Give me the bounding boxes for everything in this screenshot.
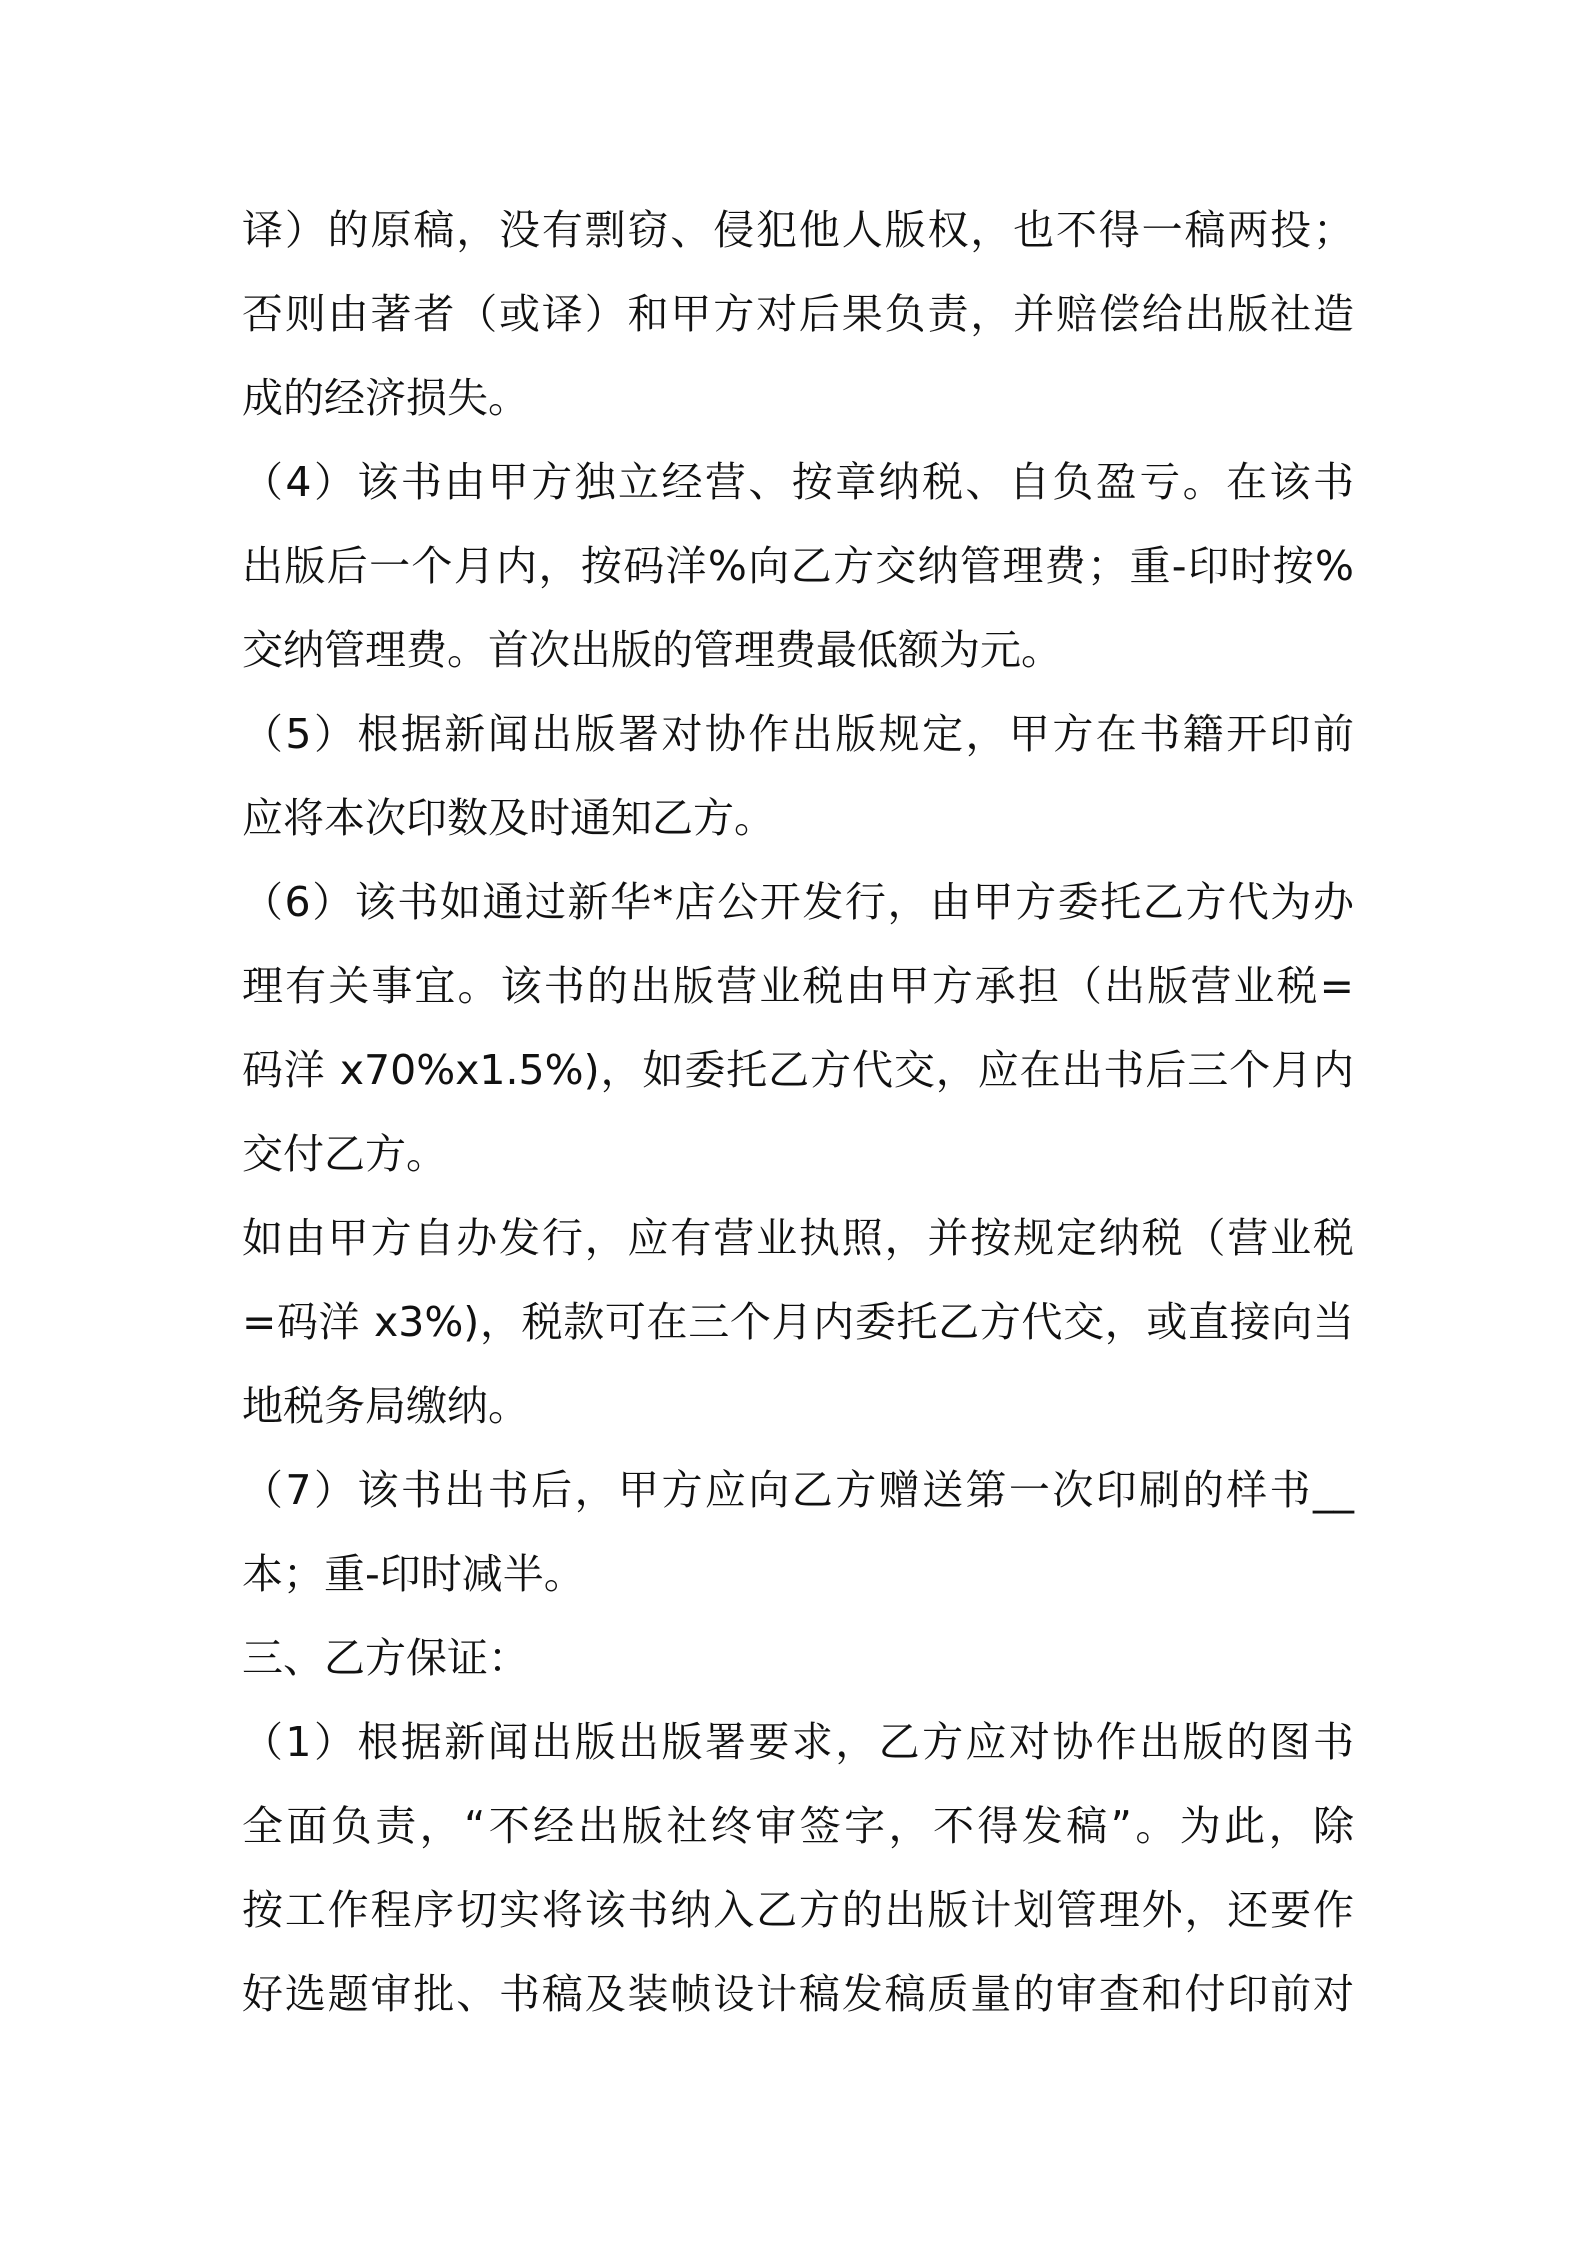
text-line: 否则由著者（或译）和甲方对后果负责，并赔偿给出版社造 — [242, 290, 1354, 338]
text-line: 出版后一个月内，按码洋%向乙方交纳管理费；重-印时按% — [242, 542, 1354, 590]
text-line: 译）的原稿，没有剽窃、侵犯他人版权，也不得一稿两投； — [242, 206, 1354, 254]
text-line: 交纳管理费。首次出版的管理费最低额为元。 — [242, 626, 1062, 674]
document-body — [242, 188, 1354, 2036]
text-line: 按工作程序切实将该书纳入乙方的出版计划管理外，还要作 — [242, 1886, 1354, 1934]
text-line: 码洋 x70%x1.5%)，如委托乙方代交，应在出书后三个月内 — [242, 1046, 1354, 1094]
text-line: 理有关事宜。该书的出版营业税由甲方承担（出版营业税= — [242, 962, 1354, 1010]
text-line: 应将本次印数及时通知乙方。 — [242, 794, 775, 842]
text-line: 本；重-印时减半。 — [242, 1550, 585, 1598]
text-line: 成的经济损失。 — [242, 374, 529, 422]
text-line: 如由甲方自办发行，应有营业执照，并按规定纳税（营业税 — [242, 1214, 1354, 1262]
text-line: 好选题审批、书稿及装帧设计稿发稿质量的审查和付印前对 — [242, 1970, 1354, 2018]
text-line: （6）该书如通过新华*店公开发行，由甲方委托乙方代为办 — [242, 878, 1354, 926]
text-line: （1）根据新闻出版出版署要求，乙方应对协作出版的图书 — [242, 1718, 1354, 1766]
text-line: 地税务局缴纳。 — [242, 1382, 529, 1430]
text-line: （7）该书出书后，甲方应向乙方赠送第一次印刷的样书__ — [242, 1466, 1354, 1514]
text-line: （4）该书由甲方独立经营、按章纳税、自负盈亏。在该书 — [242, 458, 1354, 506]
text-line: （5）根据新闻出版署对协作出版规定，甲方在书籍开印前 — [242, 710, 1354, 758]
text-line: 全面负责，“不经出版社终审签字，不得发稿”。为此，除 — [242, 1802, 1354, 1850]
text-line: 交付乙方。 — [242, 1130, 447, 1178]
text-line: =码洋 x3%)，税款可在三个月内委托乙方代交，或直接向当 — [242, 1298, 1354, 1346]
section-heading: 三、乙方保证： — [242, 1634, 529, 1682]
